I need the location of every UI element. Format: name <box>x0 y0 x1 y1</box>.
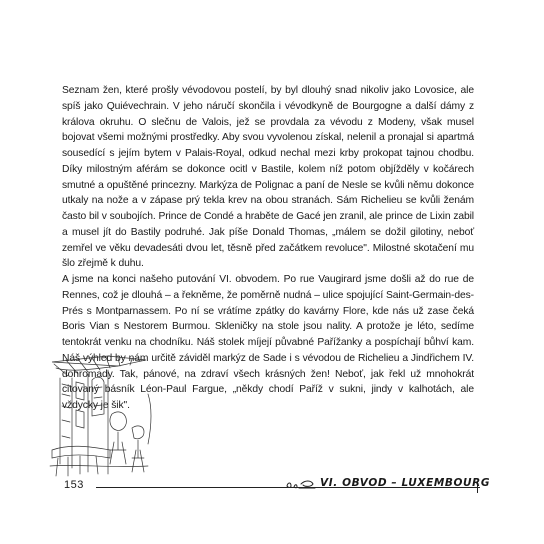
decorative-doodle-icon <box>285 478 321 490</box>
paragraph-1: Seznam žen, které prošly vévodovou postelí, by byl dlouhý snad nikoliv jako Lovosice, ale spíš jako Quiévechrain. V jeho náručí skončila i vévodkyně de Bourgogne a další dámy z králova okruhu. O slečnu de Valois, jež se provdala za vévodu z Modeny, však musel bojovat všemi možnými prostředky. Aby svou vyvolenou získal, nelenil a pronajal si apartmá sousedící s jejím bytem v Palais-Royal, odkud nechal mezi krby prokopat tajnou chodbu. Díky milostným aférám se dokonce ocitl v Bastile, kolem níž potom objížděly v kočárech smutné a opuštěné princezny. Markýza de Polignac a paní de Nesle se kvůli němu dokonce utkaly na nože a v zápase prý tekla krev na obou stranách. Sám Richelieu se kvůli ženám často bil v soubojích. Prince de Condé a hraběte de Gacé jen zranil, ale prince de Lixin zabil a musel jít do Bastily podruhé. Jak píše Donald Thomas, „málem se dožil gilotiny, neboť zemřel ve věku devadesáti dvou let, těsně před začátkem revoluce". Milostné skotačení mu šlo zřejmě k duhu. <box>62 85 474 270</box>
paragraph-2: A jsme na konci našeho putování VI. obvodem. Po rue Vaugirard jsme došli až do rue de Rennes, což je dlouhá – a řekněme, že poměrně nudná – ulice spojující Saint-Germain-des-Prés s Montparnassem. Po ní se vrátíme zpátky do kavárny Flore, kde nás už zase čeká Boris Vian s Nestorem Burmou. Skleničky na stole jsou nality. A protože je léto, sedíme tentokrát venku na chodníku. Náš stolek míjejí půvabné Pařížanky a pospíchají bůhví kam. Náš výhled by nám určitě záviděl markýz de Sade i s vévodou de Richelieu a Jindřichem IV. dohromady. Tak, pánové, na zdraví všech krásných žen! Neboť, jak řekl už mnohokrát citovaný básník Léon-Paul Fargue, „někdy chodí Paříž v sukni, jindy v kalhotách, ale vždycky je šik". <box>62 274 474 411</box>
chapter-title: VI. OBVOD – LUXEMBOURG <box>320 477 491 489</box>
cafe-sketch-illustration <box>48 354 156 479</box>
page-number: 153 <box>64 479 84 491</box>
